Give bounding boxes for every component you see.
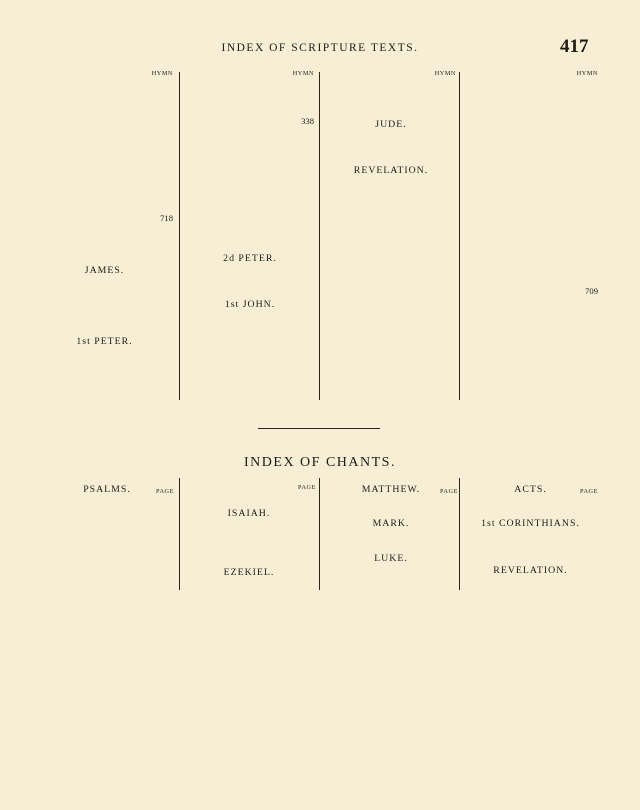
index-entry bbox=[463, 549, 598, 561]
column-header: HYMN bbox=[576, 70, 598, 77]
index-entry bbox=[186, 102, 314, 114]
index-entry bbox=[186, 354, 314, 366]
index-entry bbox=[464, 334, 598, 346]
index-entry bbox=[464, 383, 598, 395]
index-entry bbox=[464, 273, 598, 285]
index-entry bbox=[326, 391, 456, 403]
index-entry bbox=[40, 514, 174, 526]
index-entry bbox=[464, 298, 598, 310]
book-heading: REVELATION. bbox=[353, 165, 429, 177]
index-entry bbox=[36, 102, 173, 114]
index-entry bbox=[36, 427, 173, 439]
index-entry bbox=[463, 595, 598, 607]
index-entry bbox=[186, 330, 314, 342]
chants-column-4 bbox=[463, 480, 598, 810]
index-entry bbox=[326, 196, 456, 208]
hymn-numbers-continued: 338 bbox=[301, 115, 314, 126]
column-header: PAGE bbox=[298, 484, 316, 491]
index-entry bbox=[36, 379, 173, 391]
column-divider bbox=[459, 72, 460, 400]
index-entry bbox=[464, 200, 598, 212]
index-entry bbox=[182, 585, 316, 597]
index-entry bbox=[36, 391, 173, 403]
scripture-column-3 bbox=[326, 68, 456, 398]
book-heading: JAMES. bbox=[84, 265, 125, 276]
index-entry bbox=[464, 237, 598, 249]
index-entry bbox=[186, 90, 314, 102]
column-divider bbox=[319, 478, 320, 590]
index-entry bbox=[36, 176, 173, 188]
index-entry bbox=[186, 415, 314, 427]
index-entry bbox=[464, 420, 598, 432]
index-entry bbox=[186, 224, 314, 236]
book-heading: ACTS. bbox=[514, 484, 547, 495]
index-entry bbox=[186, 127, 314, 139]
index-entry bbox=[326, 269, 456, 281]
index-entry bbox=[36, 127, 173, 139]
index-entry bbox=[326, 90, 456, 102]
index-entry bbox=[186, 163, 314, 175]
index-entry bbox=[464, 102, 598, 114]
index-entry bbox=[464, 395, 598, 407]
book-heading: JUDE. bbox=[375, 118, 407, 130]
index-entry bbox=[40, 539, 174, 551]
index-entry bbox=[464, 371, 598, 383]
index-entry bbox=[36, 163, 173, 175]
index-entry bbox=[326, 257, 456, 269]
index-entry bbox=[326, 379, 456, 391]
index-entry bbox=[464, 407, 598, 419]
index-entry bbox=[464, 212, 598, 224]
index-entry bbox=[326, 102, 456, 114]
index-entry bbox=[186, 391, 314, 403]
book-heading: MATTHEW. bbox=[361, 484, 421, 495]
index-entry bbox=[464, 249, 598, 261]
index-entry bbox=[36, 366, 173, 378]
column-divider bbox=[179, 478, 180, 590]
index-entry bbox=[463, 537, 598, 549]
index-entry bbox=[186, 318, 314, 330]
index-entry bbox=[464, 432, 598, 444]
index-entry bbox=[326, 318, 456, 330]
index-entry bbox=[40, 588, 174, 600]
column-header: HYMN bbox=[434, 70, 456, 77]
index-entry bbox=[186, 139, 314, 151]
index-entry bbox=[186, 427, 314, 439]
index-entry bbox=[324, 537, 458, 549]
index-entry bbox=[186, 78, 314, 90]
index-entry bbox=[326, 305, 456, 317]
index-entry bbox=[186, 212, 314, 224]
index-entry bbox=[40, 600, 174, 612]
index-entry bbox=[36, 249, 173, 261]
index-entry bbox=[36, 115, 173, 127]
index-entry bbox=[464, 261, 598, 273]
index-entry bbox=[186, 151, 314, 163]
index-entry bbox=[464, 359, 598, 371]
index-entry bbox=[464, 188, 598, 200]
column-header: HYMN bbox=[292, 70, 314, 77]
column-header: HYMN bbox=[151, 70, 173, 77]
chants-column-2 bbox=[182, 480, 316, 810]
index-entry bbox=[464, 78, 598, 90]
index-entry bbox=[186, 379, 314, 391]
chants-column-1 bbox=[40, 480, 174, 810]
index-entry bbox=[186, 403, 314, 415]
index-entry bbox=[326, 208, 456, 220]
column-header: PAGE bbox=[440, 488, 458, 495]
index-entry bbox=[186, 342, 314, 354]
book-heading: EZEKIEL. bbox=[223, 567, 275, 579]
index-entry bbox=[40, 575, 174, 587]
index-entry bbox=[326, 78, 456, 90]
index-entry bbox=[464, 90, 598, 102]
index-entry bbox=[36, 90, 173, 102]
index-entry bbox=[464, 224, 598, 236]
index-entry bbox=[463, 608, 598, 620]
book-heading: MARK. bbox=[372, 518, 410, 530]
index-entry bbox=[464, 151, 598, 163]
index-entry bbox=[463, 502, 598, 514]
index-entry bbox=[464, 310, 598, 322]
index-entry bbox=[36, 188, 173, 200]
index-entry bbox=[326, 366, 456, 378]
index-entry bbox=[326, 293, 456, 305]
hymn-numbers-continued: 718 bbox=[160, 213, 173, 224]
index-entry bbox=[326, 244, 456, 256]
index-entry bbox=[36, 320, 173, 332]
column-header: PAGE bbox=[580, 488, 598, 495]
index-entry bbox=[326, 281, 456, 293]
hymn-numbers-continued: 709 bbox=[585, 286, 598, 297]
index-entry bbox=[36, 308, 173, 320]
column-divider bbox=[319, 72, 320, 400]
index-entry bbox=[36, 151, 173, 163]
index-entry bbox=[464, 127, 598, 139]
column-header: PAGE bbox=[156, 488, 174, 495]
index-entry bbox=[326, 137, 456, 149]
column-divider bbox=[459, 478, 460, 590]
index-entry bbox=[36, 139, 173, 151]
index-entry bbox=[186, 271, 314, 283]
index-entry bbox=[182, 551, 316, 563]
index-entry bbox=[326, 415, 456, 427]
index-entry bbox=[464, 322, 598, 334]
index-entry bbox=[40, 551, 174, 563]
index-entry bbox=[326, 220, 456, 232]
index-entry bbox=[36, 237, 173, 249]
index-entry bbox=[40, 527, 174, 539]
book-heading: 1st PETER. bbox=[76, 336, 133, 347]
index-entry bbox=[36, 295, 173, 307]
index-entry bbox=[40, 502, 174, 514]
index-entry bbox=[36, 78, 173, 90]
book-heading: 1st JOHN. bbox=[224, 299, 276, 311]
index-entry bbox=[40, 563, 174, 575]
index-entry bbox=[36, 354, 173, 366]
index-entry bbox=[324, 571, 458, 583]
index-entry bbox=[186, 200, 314, 212]
chants-title: INDEX OF CHANTS. bbox=[244, 455, 396, 470]
index-entry bbox=[36, 224, 173, 236]
book-heading: 1st CORINTHIANS. bbox=[481, 518, 580, 530]
index-entry bbox=[36, 283, 173, 295]
index-entry bbox=[186, 283, 314, 295]
index-entry bbox=[186, 366, 314, 378]
page-number: 417 bbox=[560, 36, 589, 57]
scripture-column-1 bbox=[36, 68, 173, 398]
scripture-column-2 bbox=[186, 68, 314, 398]
index-entry bbox=[36, 415, 173, 427]
index-entry bbox=[36, 200, 173, 212]
book-heading: 2d PETER. bbox=[223, 252, 277, 264]
book-heading: REVELATION. bbox=[493, 565, 568, 576]
section-rule bbox=[258, 428, 380, 429]
index-entry bbox=[36, 403, 173, 415]
index-entry bbox=[324, 583, 458, 595]
index-entry bbox=[326, 403, 456, 415]
column-divider bbox=[179, 72, 180, 400]
index-entry bbox=[326, 354, 456, 366]
index-entry bbox=[326, 342, 456, 354]
scripture-column-4 bbox=[464, 68, 598, 398]
index-entry bbox=[182, 527, 316, 539]
index-entry bbox=[464, 346, 598, 358]
page-title: INDEX OF SCRIPTURE TEXTS. bbox=[221, 42, 419, 54]
index-entry bbox=[463, 583, 598, 595]
chants-column-3 bbox=[324, 480, 458, 810]
index-entry bbox=[464, 115, 598, 127]
index-entry bbox=[464, 163, 598, 175]
index-entry bbox=[326, 330, 456, 342]
book-heading: LUKE. bbox=[374, 552, 408, 564]
index-entry bbox=[186, 237, 314, 249]
index-entry bbox=[464, 176, 598, 188]
index-entry bbox=[464, 139, 598, 151]
index-entry bbox=[182, 539, 316, 551]
index-entry bbox=[326, 149, 456, 161]
book-heading: PSALMS. bbox=[83, 484, 131, 495]
index-entry bbox=[186, 188, 314, 200]
index-entry bbox=[326, 232, 456, 244]
index-entry bbox=[326, 183, 456, 195]
index-entry bbox=[186, 176, 314, 188]
index-entry bbox=[182, 492, 316, 504]
book-heading: ISAIAH. bbox=[227, 508, 271, 520]
index-entry bbox=[324, 502, 458, 514]
